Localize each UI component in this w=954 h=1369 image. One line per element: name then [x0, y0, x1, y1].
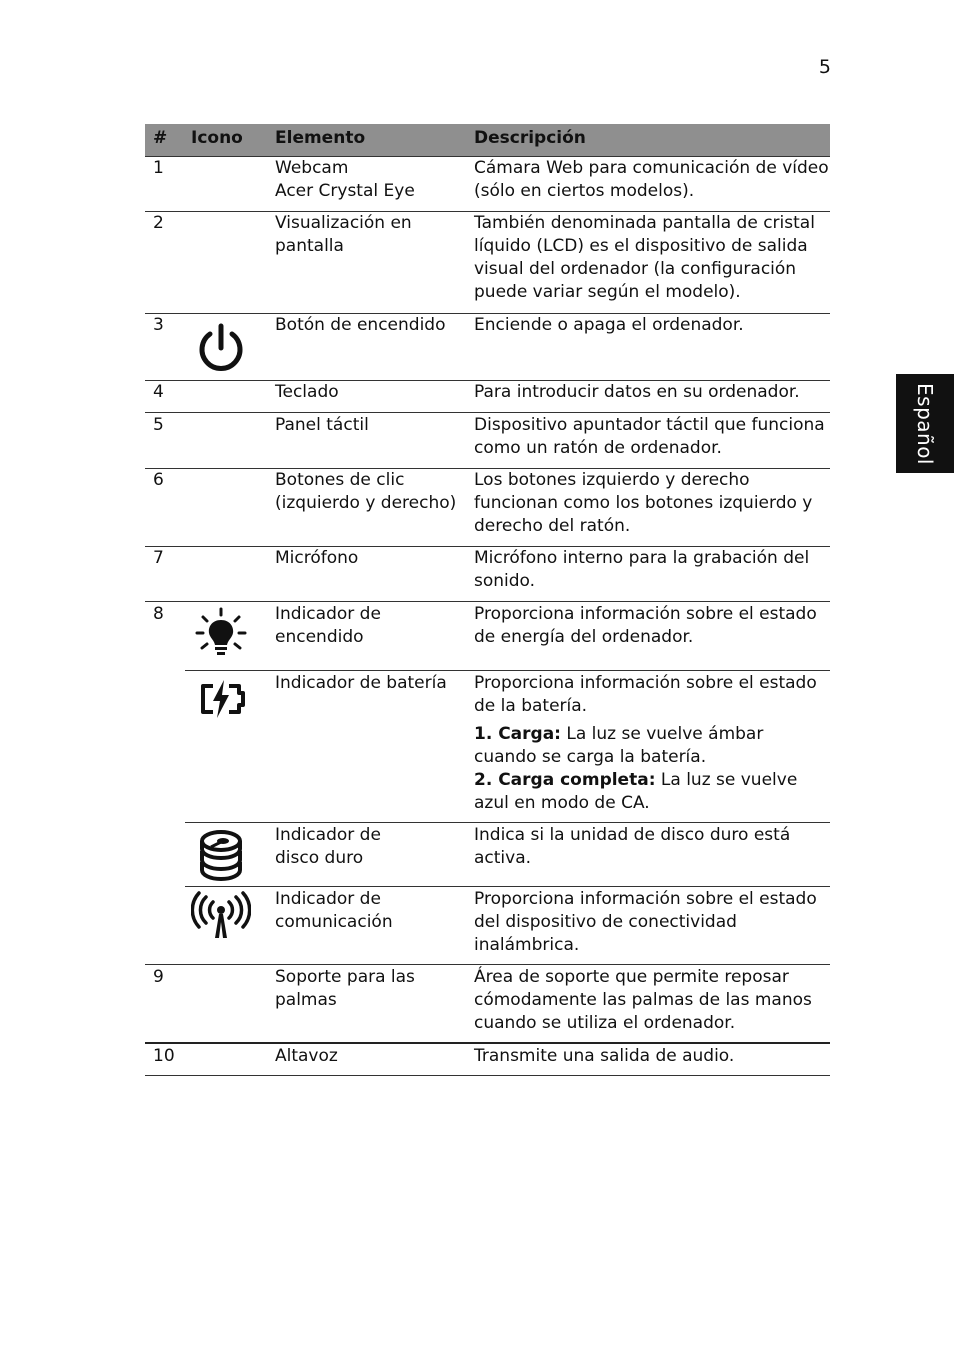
language-tab-label: Español [913, 382, 938, 465]
row-description: Transmite una salida de audio. [474, 1046, 735, 1066]
power-indicator-icon [191, 605, 251, 665]
row-description: Proporciona información sobre el estado del dispositivo de conectividad inalámbrica. [474, 889, 817, 955]
row-num: 8 [153, 604, 164, 624]
table-header [145, 124, 830, 157]
row-element: Indicador de batería [275, 673, 447, 693]
row-description-block [474, 672, 830, 815]
row-num: 10 [153, 1046, 175, 1066]
row-element: Soporte para las palmas [275, 967, 415, 1010]
row-element: Indicador de encendido [275, 604, 381, 647]
row-element: Micrófono [275, 548, 359, 568]
row-description: Enciende o apaga el ordenador. [474, 315, 744, 335]
battery-charge-icon [191, 672, 251, 732]
row-description: Cámara Web para comunicación de vídeo (sólo en ciertos modelos). [474, 158, 829, 201]
row-description: Proporciona información sobre el estado de la batería. [474, 673, 817, 716]
row-element: Altavoz [275, 1046, 338, 1066]
row-description: Para introducir datos en su ordenador. [474, 382, 800, 402]
wireless-icon [191, 888, 251, 948]
row-element: Indicador de comunicación [275, 889, 393, 932]
hard-disk-icon [191, 825, 251, 885]
language-tab [896, 374, 954, 473]
battery-note-charging [474, 723, 830, 769]
row-divider [145, 412, 830, 413]
row-description: Área de soporte que permite reposar cómodamente las palmas de las manos cuando se utiliza el ordenador. [474, 967, 812, 1033]
row-element: Webcam Acer Crystal Eye [275, 158, 415, 201]
row-divider [145, 1075, 830, 1076]
header-element: Elemento [275, 128, 366, 148]
row-divider [185, 822, 830, 823]
row-divider [185, 670, 830, 671]
row-description: Los botones izquierdo y derecho funcionan como los botones izquierdo y derecho del ratón. [474, 470, 813, 536]
row-element: Panel táctil [275, 415, 369, 435]
battery-note-full [474, 769, 830, 815]
page-number: 5 [818, 56, 831, 78]
power-icon [191, 317, 251, 377]
note-label: 2. Carga completa: [474, 770, 656, 790]
row-num: 3 [153, 315, 164, 335]
row-num: 6 [153, 470, 164, 490]
row-num: 7 [153, 548, 164, 568]
row-element: Teclado [275, 382, 339, 402]
row-description: Proporciona información sobre el estado de energía del ordenador. [474, 604, 817, 647]
note-label: 1. Carga: [474, 724, 561, 744]
row-num: 1 [153, 158, 164, 178]
row-description: Micrófono interno para la grabación del sonido. [474, 548, 810, 591]
row-element: Botones de clic (izquierdo y derecho) [275, 470, 457, 513]
row-element: Indicador de disco duro [275, 825, 381, 868]
row-num: 2 [153, 213, 164, 233]
header-icon: Icono [191, 128, 243, 148]
row-divider [185, 886, 830, 887]
row-num: 4 [153, 382, 164, 402]
header-description: Descripción [474, 128, 586, 148]
row-description: Dispositivo apuntador táctil que funciona como un ratón de ordenador. [474, 415, 825, 458]
row-num: 9 [153, 967, 164, 987]
row-description: También denominada pantalla de cristal líquido (LCD) es el dispositivo de salida visual del ordenador (la configuración puede variar según el modelo). [474, 213, 815, 302]
row-divider [145, 601, 830, 602]
header-num: # [153, 128, 168, 148]
row-description: Indica si la unidad de disco duro está activa. [474, 825, 791, 868]
note-text: La luz se vuelve azul en modo de CA. [474, 770, 798, 813]
row-divider [145, 964, 830, 965]
row-element: Visualización en pantalla [275, 213, 412, 256]
row-divider [145, 1042, 830, 1044]
note-text: La luz se vuelve ámbar cuando se carga la batería. [474, 724, 764, 767]
row-num: 5 [153, 415, 164, 435]
row-element: Botón de encendido [275, 315, 446, 335]
